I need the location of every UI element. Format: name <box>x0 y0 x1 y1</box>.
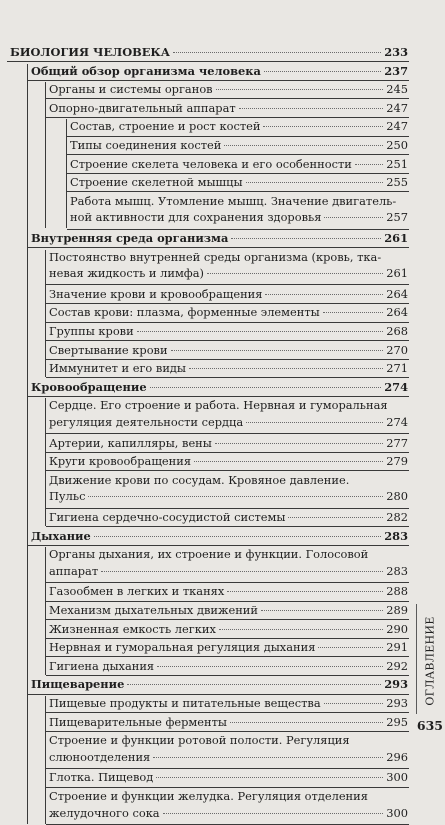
toc-entry[interactable] <box>31 676 408 693</box>
toc-entry-page: 257 <box>386 210 408 225</box>
entry-rule <box>46 322 409 323</box>
dot-leader <box>173 52 381 53</box>
toc-entry[interactable] <box>70 193 408 226</box>
toc-entry[interactable] <box>49 304 408 321</box>
toc-entry[interactable] <box>49 788 408 821</box>
dot-leader <box>189 368 383 369</box>
toc-entry-page: 295 <box>386 714 408 729</box>
toc-entry-title-line: Группы крови <box>49 324 134 338</box>
toc-entry[interactable] <box>49 286 408 303</box>
entry-rule <box>28 396 409 397</box>
entry-rule <box>7 61 409 62</box>
toc-entry-page: 289 <box>386 603 408 617</box>
toc-entry-page: 292 <box>386 658 408 673</box>
toc-entry[interactable] <box>49 435 408 452</box>
entry-rule <box>46 656 409 657</box>
toc-entry-page: 247 <box>386 119 408 134</box>
entry-rule <box>46 98 409 99</box>
toc-entry-page: 296 <box>386 749 408 764</box>
dot-leader <box>231 238 381 239</box>
entry-rule <box>28 80 409 81</box>
toc-entry[interactable] <box>31 528 408 545</box>
toc-entry-title-line: Постоянство внутренней среды организма (кровь, тка- <box>49 249 382 264</box>
toc-entry-title-line: Глотка. Пищевод <box>49 770 154 785</box>
toc-entry-page: 279 <box>386 454 408 469</box>
dot-leader <box>246 182 383 183</box>
toc-entry[interactable] <box>70 174 408 191</box>
entry-rule <box>46 470 409 471</box>
toc-entry[interactable] <box>49 546 408 579</box>
toc-entry-title-line: желудочного сока <box>49 805 160 820</box>
entry-rule <box>46 675 409 676</box>
entry-rule <box>46 787 409 788</box>
level-rule <box>45 250 46 378</box>
toc-entry-page: 291 <box>386 640 408 655</box>
level-rule <box>27 64 28 824</box>
toc-entry-title-line: Внутренняя среда организма <box>31 231 229 245</box>
dot-leader <box>224 145 383 146</box>
toc-entry-page: 268 <box>386 324 408 338</box>
entry-rule <box>46 638 409 639</box>
toc-entry-title-line: аппарат <box>49 563 99 578</box>
dot-leader <box>127 684 381 685</box>
dot-leader <box>156 777 383 778</box>
toc-entry-title-line: Строение и функции желудка. Регуляция отделения <box>49 789 368 803</box>
toc-entry[interactable] <box>49 81 408 98</box>
toc-entry-title-line: слюноотделения <box>49 749 151 764</box>
toc-entry-page: 283 <box>386 563 408 578</box>
entry-rule <box>46 526 409 527</box>
level-rule <box>45 398 46 526</box>
toc-entry-title-line: Нервная и гуморальная регуляция дыхания <box>49 640 316 655</box>
dot-leader <box>153 757 383 758</box>
toc-entry-title-line: Органы дыхания, их строение и функции. Голосовой <box>49 547 369 562</box>
toc-entry[interactable] <box>49 100 408 117</box>
page-number: 635 <box>416 718 443 733</box>
toc-entry[interactable] <box>49 453 408 470</box>
dot-leader <box>230 722 383 723</box>
toc-entry[interactable] <box>31 379 408 396</box>
dot-leader <box>324 703 383 704</box>
toc-entry-title-line: Сердце. Его строение и работа. Нервная и гуморальная <box>49 398 388 413</box>
dot-leader <box>194 461 383 462</box>
toc-entry-page: 282 <box>386 510 408 524</box>
toc-entry-title-line: Состав, строение и рост костей <box>70 119 261 134</box>
dot-leader <box>323 312 383 313</box>
entry-rule <box>46 601 409 602</box>
toc-entry-page: 270 <box>386 342 408 357</box>
toc-entry-title-line: Строение и функции ротовой полости. Регуляция <box>49 733 350 748</box>
toc-entry[interactable] <box>49 769 408 786</box>
toc-entry[interactable] <box>49 249 408 282</box>
dot-leader <box>265 294 383 295</box>
dot-leader <box>261 610 383 611</box>
entry-rule <box>28 247 409 248</box>
dot-leader <box>171 350 383 351</box>
level-rule <box>66 119 67 228</box>
toc-entry-page: 271 <box>386 361 408 376</box>
toc-entry-page: 293 <box>384 677 408 692</box>
dot-leader <box>150 387 382 388</box>
toc-entry[interactable] <box>49 323 408 340</box>
toc-entry-title-line: Артерии, капилляры, вены <box>49 435 212 450</box>
toc-entry-title-line: регуляция деятельности сердца <box>49 414 244 429</box>
toc-entry-title-line: Пищеварительные ферменты <box>49 714 227 729</box>
toc-entry[interactable] <box>49 583 408 600</box>
entry-rule <box>46 117 409 118</box>
section-tab <box>419 612 441 710</box>
entry-rule <box>46 377 409 378</box>
entry-rule <box>67 173 409 174</box>
toc-entry-page: 290 <box>386 621 408 636</box>
dot-leader <box>94 536 381 537</box>
toc-entry-page: 261 <box>386 266 408 281</box>
dot-leader <box>246 422 383 423</box>
dot-leader <box>157 666 383 667</box>
level-rule <box>45 696 46 824</box>
toc-entry-page: 247 <box>386 100 408 115</box>
toc-entry-page: 300 <box>386 805 408 820</box>
dot-leader <box>207 273 383 274</box>
toc-entry-page: 277 <box>386 435 408 450</box>
dot-leader <box>288 517 383 518</box>
level-rule <box>45 547 46 675</box>
toc-entry[interactable] <box>49 732 408 765</box>
toc-entry-title-line: Движение крови по сосудам. Кровяное давление. <box>49 472 350 487</box>
toc-entry[interactable] <box>49 714 408 731</box>
toc-entry-title-line: Пульс <box>49 489 86 504</box>
dot-leader <box>88 496 383 497</box>
toc-entry-page: 261 <box>384 231 408 245</box>
section-tab-rule <box>416 604 417 714</box>
toc-entry[interactable] <box>49 602 408 619</box>
toc-entry-title-line: Круги кровообращения <box>49 454 192 469</box>
entry-rule <box>46 712 409 713</box>
entry-rule <box>28 694 409 695</box>
toc-entry[interactable] <box>10 44 408 61</box>
toc-entry-page: 250 <box>386 138 408 152</box>
toc-entry-title-line: Значение крови и кровообращения <box>49 286 263 301</box>
toc-entry-title-line: Строение скелетной мышцы <box>70 175 243 190</box>
dot-leader <box>239 108 383 109</box>
toc-entry[interactable] <box>70 137 408 154</box>
toc-entry-title-line: Кровообращение <box>31 379 147 394</box>
toc-entry[interactable] <box>49 509 408 526</box>
toc-entry-title-line: Гигиена сердечно-сосудистой системы <box>49 510 286 524</box>
dot-leader <box>227 591 383 592</box>
dot-leader <box>101 571 383 572</box>
dot-leader <box>216 89 383 90</box>
toc-entry-page: 251 <box>386 156 408 171</box>
entry-rule <box>46 303 409 304</box>
entry-rule <box>67 191 409 192</box>
toc-entry-title-line: Жизненная емкость легких <box>49 621 216 636</box>
dot-leader <box>163 813 383 814</box>
toc-entry-title-line: Гигиена дыхания <box>49 658 155 673</box>
entry-rule <box>46 731 409 732</box>
toc-entry[interactable] <box>49 695 408 712</box>
toc-entry-title-line: БИОЛОГИЯ ЧЕЛОВЕКА <box>10 45 171 59</box>
entry-rule <box>46 284 409 285</box>
toc-entry-title-line: Пищеварение <box>31 677 125 692</box>
toc-entry[interactable] <box>70 156 408 173</box>
toc-entry-title-line: Дыхание <box>31 528 91 543</box>
toc-entry[interactable] <box>49 658 408 675</box>
toc-entry-title-line: Газообмен в легких и тканях <box>49 584 225 599</box>
dot-leader <box>264 71 381 72</box>
toc-entry-page: 264 <box>386 305 408 320</box>
entry-rule <box>67 136 409 137</box>
dot-leader <box>355 164 383 165</box>
toc-entry[interactable] <box>31 63 408 80</box>
toc-entry-title-line: ной активности для сохранения здоровья <box>70 210 322 225</box>
toc-entry[interactable] <box>49 472 408 505</box>
toc-entry-page: 300 <box>386 770 408 785</box>
section-tab-label: ОГЛАВЛЕНИЕ <box>423 616 437 706</box>
dot-leader <box>137 331 383 332</box>
toc-entry-title-line: Механизм дыхательных движений <box>49 603 258 617</box>
toc-entry-page: 283 <box>384 528 408 543</box>
toc-entry-title-line: Опорно-двигательный аппарат <box>49 100 236 115</box>
toc-entry-page: 274 <box>384 379 408 394</box>
level-rule <box>45 82 46 228</box>
entry-rule <box>46 508 409 509</box>
dot-leader <box>263 126 383 127</box>
entry-rule <box>46 340 409 341</box>
toc-entry[interactable] <box>49 360 408 377</box>
entry-rule <box>46 452 409 453</box>
dot-leader <box>318 647 383 648</box>
toc-entry-title-line: Состав крови: плазма, форменные элементы <box>49 305 320 320</box>
dot-leader <box>219 629 383 630</box>
entry-rule <box>67 229 409 230</box>
entry-rule <box>46 433 409 434</box>
entry-rule <box>46 619 409 620</box>
toc-entry[interactable] <box>49 621 408 638</box>
entry-rule <box>46 359 409 360</box>
toc-entry-page: 274 <box>386 414 408 429</box>
toc-entry-title-line: невая жидкость и лимфа) <box>49 266 204 281</box>
toc-entry-page: 293 <box>386 696 408 710</box>
toc-entry-title-line: Работа мышц. Утомление мышц. Значение двигатель- <box>70 193 397 208</box>
toc-entry-page: 233 <box>384 45 408 59</box>
toc-entry[interactable] <box>70 118 408 135</box>
toc-entry-page: 237 <box>384 63 408 78</box>
toc-entry-title-line: Свертывание крови <box>49 342 168 357</box>
dot-leader <box>324 217 383 218</box>
entry-rule <box>46 582 409 583</box>
toc-entry-page: 245 <box>386 82 408 97</box>
toc-entry-page: 255 <box>386 175 408 190</box>
toc-entry-title-line: Органы и системы органов <box>49 82 213 97</box>
toc-entry[interactable] <box>49 397 408 430</box>
entry-rule <box>67 154 409 155</box>
entry-rule <box>46 768 409 769</box>
toc-entry-title-line: Пищевые продукты и питательные вещества <box>49 696 321 710</box>
toc-entry-page: 288 <box>386 584 408 599</box>
entry-rule <box>28 545 409 546</box>
toc-entry[interactable] <box>31 230 408 247</box>
toc-entry-title-line: Строение скелета человека и его особенности <box>70 156 352 171</box>
toc-entry-title-line: Иммунитет и его виды <box>49 361 186 376</box>
toc-entry[interactable] <box>49 639 408 656</box>
dot-leader <box>215 443 383 444</box>
toc-entry-page: 280 <box>386 489 408 504</box>
toc-entry-page: 264 <box>386 286 408 301</box>
toc-entry-title-line: Общий обзор организма человека <box>31 63 261 78</box>
toc-entry[interactable] <box>49 342 408 359</box>
toc-entry-title-line: Типы соединения костей <box>70 138 222 152</box>
